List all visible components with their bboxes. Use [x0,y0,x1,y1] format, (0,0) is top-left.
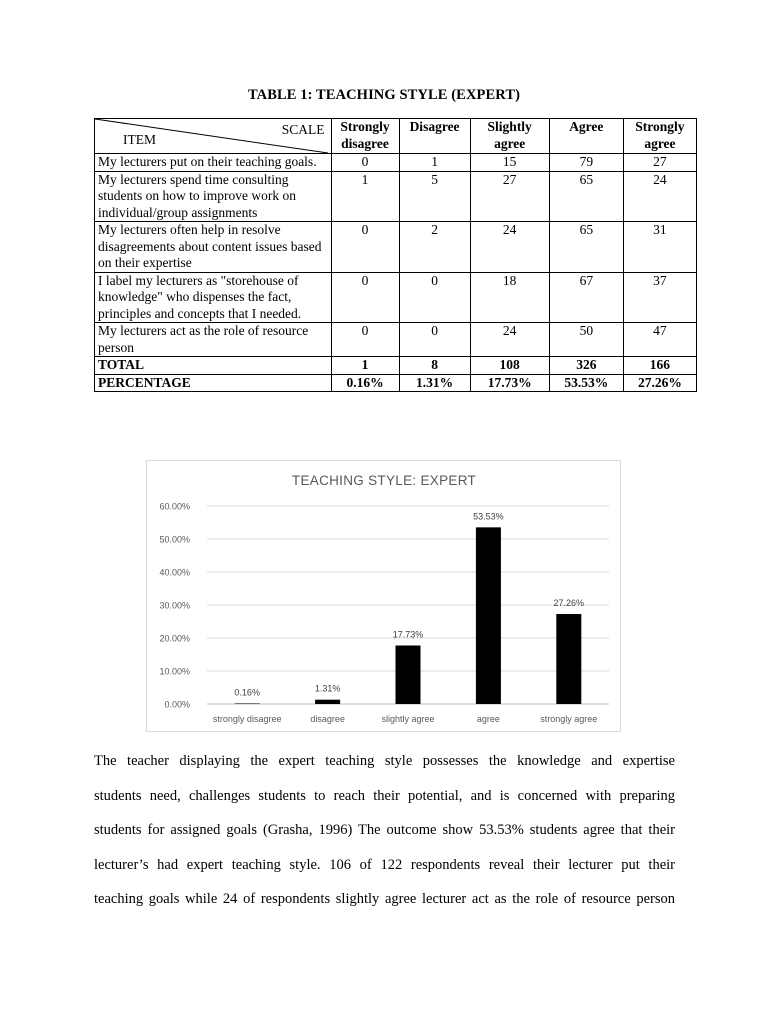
chart-svg [147,461,622,733]
cell: 47 [623,323,696,357]
cell: 166 [623,357,696,375]
cell: 0 [331,222,399,273]
y-tick-label: 30.00% [159,600,190,611]
cell: 0.16% [331,374,399,392]
col-header: Strongly agree [623,119,696,154]
cell: 31 [623,222,696,273]
row-item: I label my lecturers as "storehouse of knowledge" who dispenses the fact, principles and concepts that I needed. [95,272,332,323]
table-row [95,323,697,357]
cell: 1 [399,154,470,172]
cell: 79 [549,154,623,172]
cell: 67 [549,272,623,323]
row-item: My lecturers act as the role of resource person [95,323,332,357]
data-label: 0.16% [234,687,260,698]
table-row [95,222,697,273]
cell: 0 [331,154,399,172]
y-tick-label: 60.00% [159,501,190,512]
paragraph-line: teaching goals while 24 of respondents slightly agree lecturer act as the role of resource person [94,891,675,907]
chart-title: TEACHING STYLE: EXPERT [291,473,477,488]
scale-item-header [95,119,332,154]
table-row [95,154,697,172]
y-tick-label: 10.00% [159,666,190,677]
table-header-row [95,119,697,154]
cell: 15 [470,154,549,172]
cell: 65 [549,222,623,273]
cell: 24 [623,171,696,222]
bar [396,645,421,704]
x-tick-label: disagree [310,714,345,724]
cell: 18 [470,272,549,323]
data-label: 17.73% [392,629,424,640]
col-header: Slightly agree [470,119,549,154]
cell: 2 [399,222,470,273]
cell: 1.31% [399,374,470,392]
bar-chart [146,460,621,732]
col-header: Disagree [399,119,470,154]
y-tick-label: 0.00% [164,699,190,710]
cell: 0 [331,272,399,323]
cell: 27.26% [623,374,696,392]
row-item: My lecturers spend time consulting students on how to improve work on individual/group assignments [95,171,332,222]
teaching-style-table [94,118,697,392]
bar [235,703,260,704]
cell: 1 [331,171,399,222]
cell: 53.53% [549,374,623,392]
x-tick-label: strongly disagree [212,714,282,724]
row-item: My lecturers often help in resolve disagreements about content issues based on their expertise [95,222,332,273]
cell: 8 [399,357,470,375]
cell: 37 [623,272,696,323]
table-row [95,272,697,323]
paragraph-line: students for assigned goals (Grasha, 1996) The outcome show 53.53% students agree that their [94,822,675,838]
scale-label: SCALE [281,122,325,137]
y-tick-label: 50.00% [159,534,190,545]
cell: 50 [549,323,623,357]
data-label: 1.31% [314,683,341,694]
bar [315,700,340,704]
y-tick-label: 20.00% [159,633,190,644]
table-row [95,171,697,222]
row-item: My lecturers put on their teaching goals. [95,154,332,172]
cell: 17.73% [470,374,549,392]
cell: 24 [470,323,549,357]
bar [556,614,581,704]
cell: 5 [399,171,470,222]
cell: 27 [470,171,549,222]
cell: 108 [470,357,549,375]
cell: 0 [331,323,399,357]
percentage-row [95,374,697,392]
x-tick-label: slightly agree [381,714,435,724]
cell: 65 [549,171,623,222]
paragraph-line: The teacher displaying the expert teaching style possesses the knowledge and expertise [94,753,675,769]
percentage-label: PERCENTAGE [95,374,332,392]
x-tick-label: strongly agree [540,714,598,724]
cell: 0 [399,272,470,323]
cell: 326 [549,357,623,375]
cell: 24 [470,222,549,273]
cell: 27 [623,154,696,172]
data-label: 27.26% [553,598,585,609]
table-title: TABLE 1: TEACHING STYLE (EXPERT) [247,87,521,103]
cell: 1 [331,357,399,375]
total-label: TOTAL [95,357,332,375]
bar [476,527,501,704]
item-label: ITEM [123,132,156,147]
body-paragraph [94,744,675,917]
paragraph-line: lecturer’s had expert teaching style. 106 of 122 respondents reveal their lecturer put their [94,856,675,873]
cell: 0 [399,323,470,357]
x-tick-label: agree [476,714,500,724]
col-header: Agree [549,119,623,154]
y-tick-label: 40.00% [159,567,190,578]
col-header: Strongly disagree [331,119,399,154]
total-row [95,357,697,375]
paragraph-line: students need, challenges students to reach their potential, and is concerned with preparing [94,787,675,804]
data-label: 53.53% [473,511,504,522]
